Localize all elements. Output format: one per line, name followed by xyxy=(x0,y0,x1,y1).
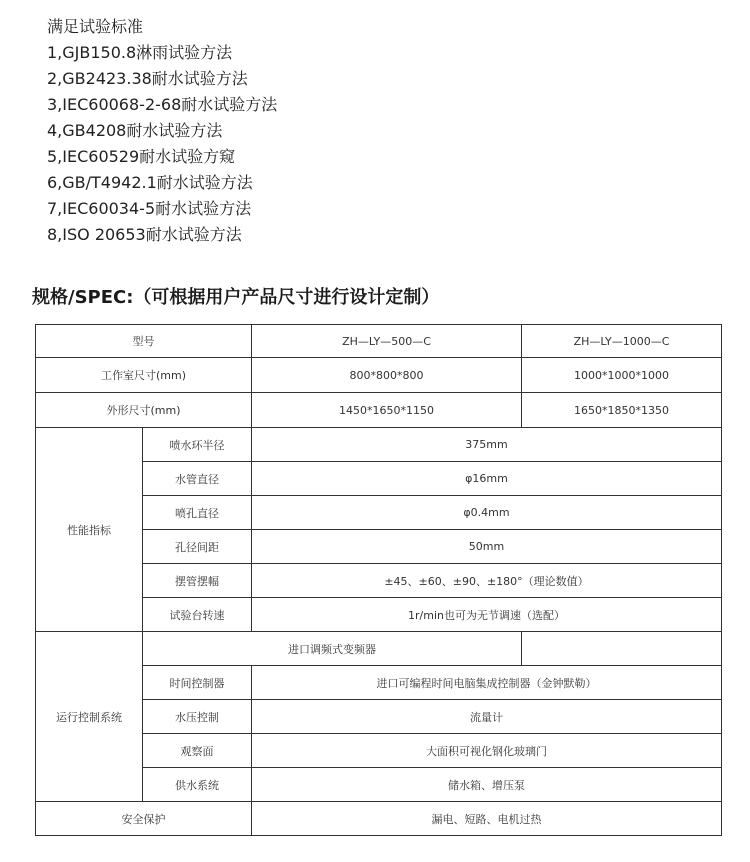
standard-item: 3,IEC60068-2-68耐水试验方法 xyxy=(47,95,278,114)
control-label: 供水系统 xyxy=(143,768,252,802)
table-row xyxy=(36,428,722,462)
param-value: 1r/min也可为无节调速（选配） xyxy=(252,598,722,632)
standard-item: 1,GJB150.8淋雨试验方法 xyxy=(47,43,233,62)
chamber-size-label: 工作室尺寸(mm) xyxy=(36,358,252,393)
standard-item: 4,GB4208耐水试验方法 xyxy=(47,121,223,140)
param-label: 喷水环半径 xyxy=(143,428,252,462)
table-row xyxy=(36,358,722,393)
param-label: 孔径间距 xyxy=(143,530,252,564)
param-value: φ16mm xyxy=(252,462,722,496)
safety-value: 漏电、短路、电机过热 xyxy=(252,802,722,836)
performance-group-label: 性能指标 xyxy=(36,428,143,632)
param-label: 喷孔直径 xyxy=(143,496,252,530)
model-label-cell: 型号 xyxy=(36,325,252,358)
param-value: ±45、±60、±90、±180°（理论数值） xyxy=(252,564,722,598)
model-b-cell: ZH—LY—1000—C xyxy=(522,325,722,358)
safety-label: 安全保护 xyxy=(36,802,252,836)
standard-item: 6,GB/T4942.1耐水试验方法 xyxy=(47,173,253,192)
control-label: 时间控制器 xyxy=(143,666,252,700)
standards-heading: 满足试验标准 xyxy=(47,17,144,36)
standard-item: 7,IEC60034-5耐水试验方法 xyxy=(47,199,252,218)
spec-title: 规格/SPEC:（可根据用户产品尺寸进行设计定制） xyxy=(32,287,440,308)
table-row xyxy=(36,393,722,428)
standard-item: 5,IEC60529耐水试验方窥 xyxy=(47,147,236,166)
model-a-cell: ZH—LY—500—C xyxy=(252,325,522,358)
standard-item: 2,GB2423.38耐水试验方法 xyxy=(47,69,248,88)
table-row xyxy=(36,802,722,836)
chamber-size-b: 1000*1000*1000 xyxy=(522,358,722,393)
control-value: 流量计 xyxy=(252,700,722,734)
param-value: 375mm xyxy=(252,428,722,462)
standards-list xyxy=(47,14,277,248)
control-value: 储水箱、增压泵 xyxy=(252,768,722,802)
empty-cell xyxy=(522,632,722,666)
table-row xyxy=(36,632,722,666)
param-value: φ0.4mm xyxy=(252,496,722,530)
param-label: 试验台转速 xyxy=(143,598,252,632)
inverter-cell: 进口调频式变频器 xyxy=(143,632,522,666)
control-value: 进口可编程时间电脑集成控制器（金钟默勒） xyxy=(252,666,722,700)
outer-size-label: 外形尺寸(mm) xyxy=(36,393,252,428)
control-label: 水压控制 xyxy=(143,700,252,734)
control-label: 观察面 xyxy=(143,734,252,768)
spec-table xyxy=(35,324,722,836)
outer-size-a: 1450*1650*1150 xyxy=(252,393,522,428)
param-label: 水管直径 xyxy=(143,462,252,496)
param-label: 摆管摆幅 xyxy=(143,564,252,598)
control-value: 大面积可视化钢化玻璃门 xyxy=(252,734,722,768)
standard-item: 8,ISO 20653耐水试验方法 xyxy=(47,225,242,244)
chamber-size-a: 800*800*800 xyxy=(252,358,522,393)
table-row xyxy=(36,325,722,358)
control-group-label: 运行控制系统 xyxy=(36,632,143,802)
param-value: 50mm xyxy=(252,530,722,564)
outer-size-b: 1650*1850*1350 xyxy=(522,393,722,428)
